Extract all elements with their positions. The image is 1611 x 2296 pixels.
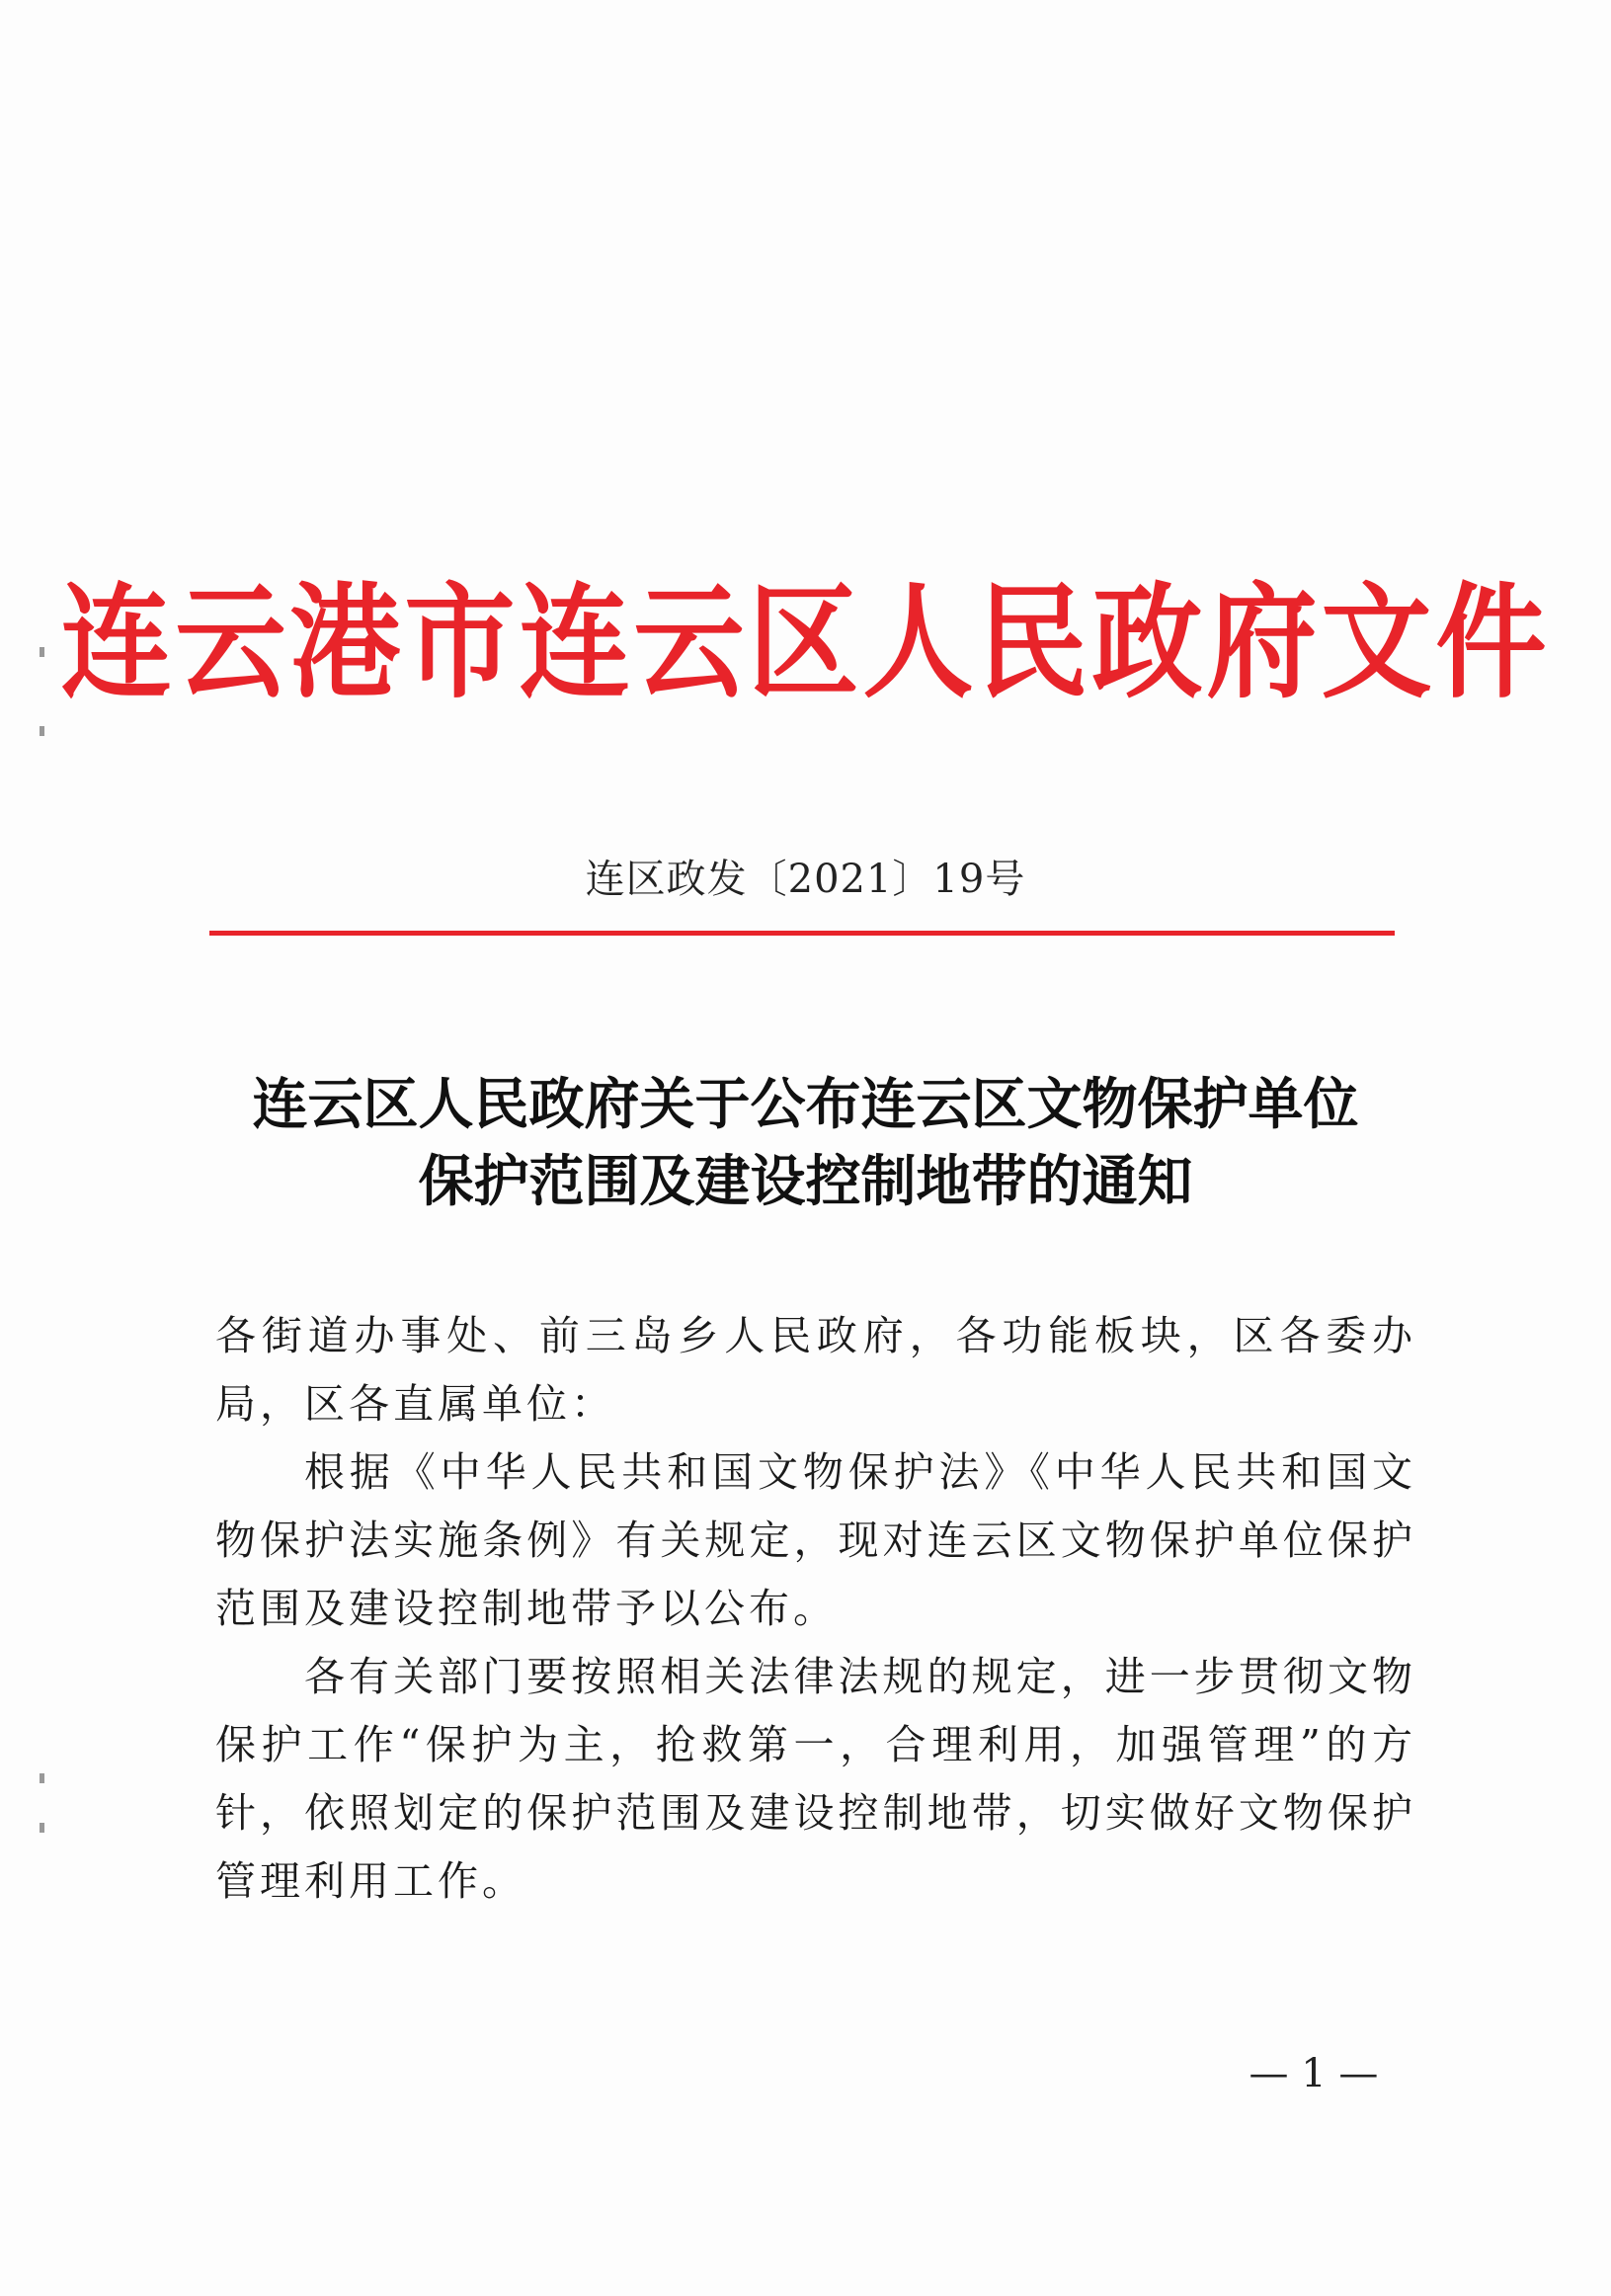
notice-title bbox=[148, 1067, 1463, 1221]
notice-title-line: 保护范围及建设控制地带的通知 bbox=[418, 1150, 1193, 1214]
page-number: — 1 — bbox=[1249, 2051, 1379, 2096]
binding-mark bbox=[40, 726, 44, 736]
red-separator-rule bbox=[209, 931, 1395, 936]
body-paragraph: 各有关部门要按照相关法律法规的规定，进一步贯彻文物保护工作“保护为主，抢救第一，合理利用，加强管理”的方针，依照划定的保护范围及建设控制地带，切实做好文物保护管理利用工作。 bbox=[215, 1653, 1416, 1905]
document-number: 连区政发〔2021〕19号 bbox=[585, 857, 1026, 902]
notice-body bbox=[215, 1302, 1416, 1916]
binding-mark bbox=[40, 1773, 44, 1783]
addressee: 各街道办事处、前三岛乡人民政府，各功能板块，区各委办局，区各直属单位： bbox=[215, 1312, 1416, 1428]
notice-title-line: 连云区人民政府关于公布连云区文物保护单位 bbox=[252, 1073, 1359, 1137]
binding-mark bbox=[40, 647, 44, 657]
masthead-title: 连云港市连云区人民政府文件 bbox=[60, 570, 1551, 715]
binding-mark bbox=[40, 1823, 44, 1833]
body-paragraph: 根据《中华人民共和国文物保护法》《中华人民共和国文物保护法实施条例》有关规定，现对连云区文物保护单位保护范围及建设控制地带予以公布。 bbox=[215, 1448, 1416, 1632]
